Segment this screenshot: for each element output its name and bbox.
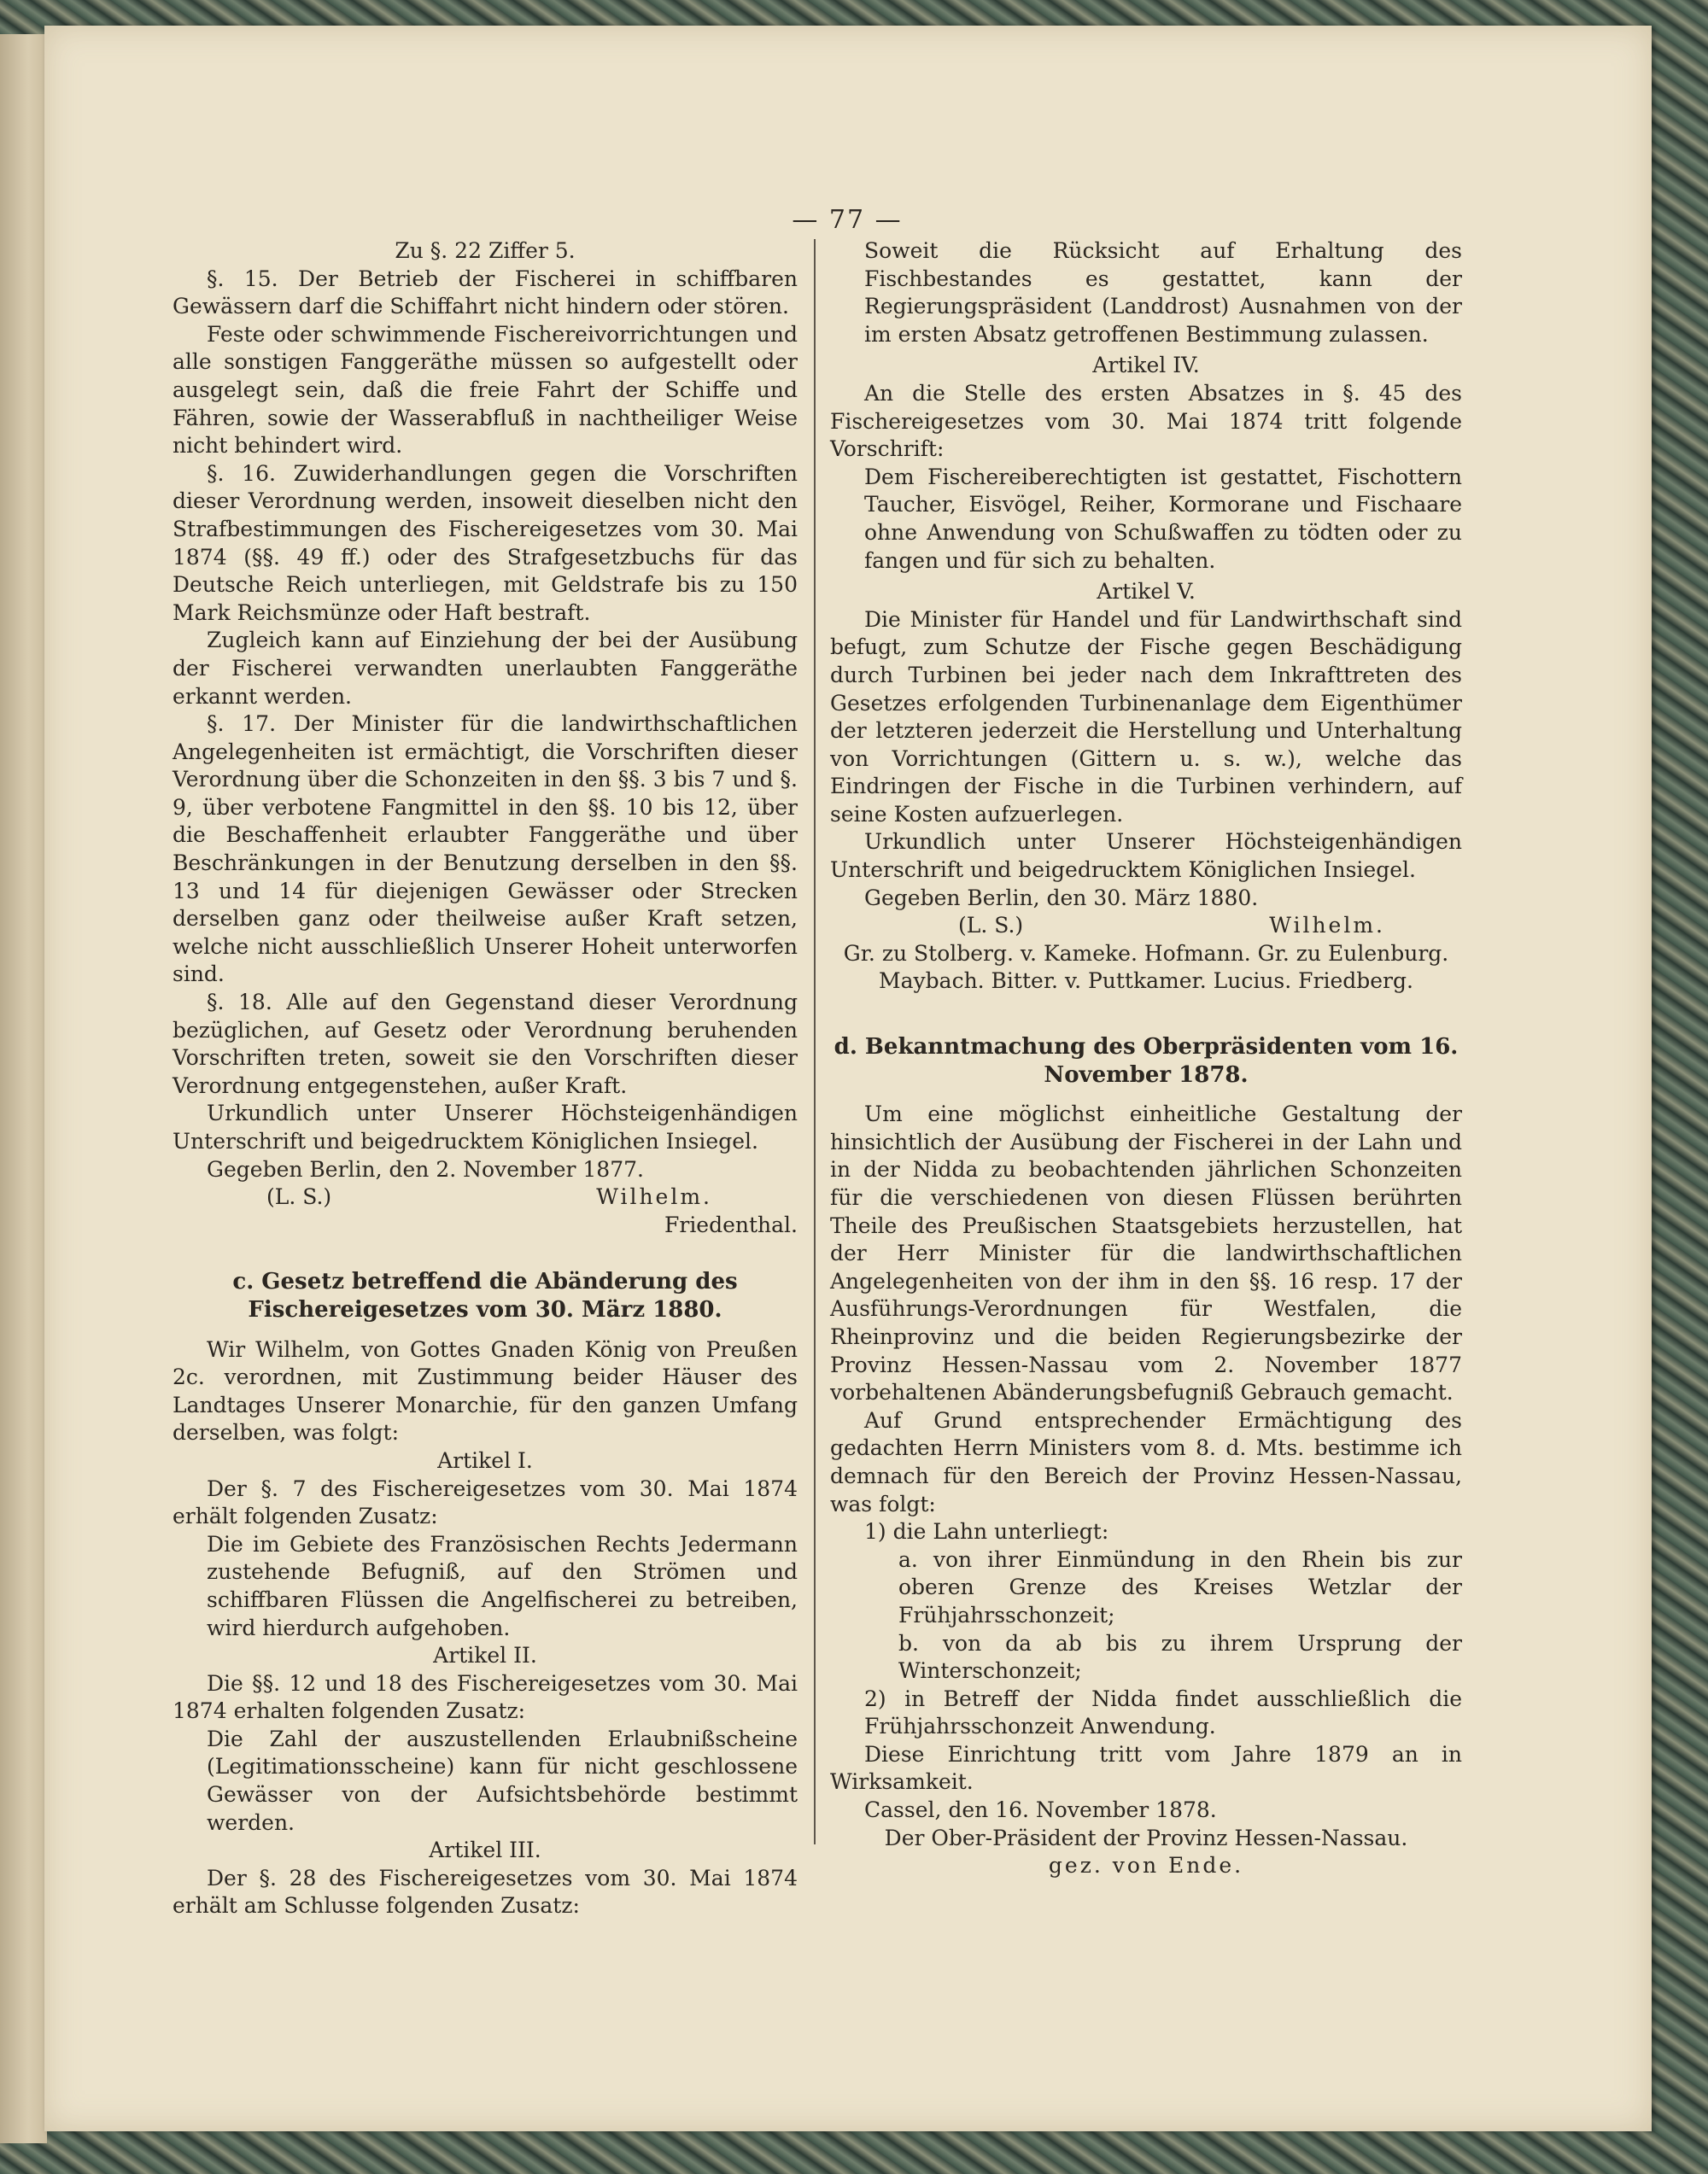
list-item-1a: a. von ihrer Einmündung in den Rhein bis zur oberen Grenze des Kreises Wetzlar der Frühjahrsschonzeit; xyxy=(898,1546,1462,1628)
section-title-zu: Zu §. 22 Ziffer 5. xyxy=(395,238,576,263)
article-2-text: Die §§. 12 und 18 des Fischereigesetzes vom 30. Mai 1874 erhalten folgenden Zusatz: xyxy=(173,1670,798,1724)
article-3-title: Artikel III. xyxy=(429,1838,541,1863)
paragraph-16b: Zugleich kann auf Einziehung der bei der Ausübung der Fischerei verwandten unerlaubten Fanggeräthe erkannt werden. xyxy=(173,628,798,709)
paragraph-diese: Diese Einrichtung tritt vom Jahre 1879 an in Wirksamkeit. xyxy=(830,1741,1462,1795)
heading-c: c. Gesetz betreffend die Abänderung des Fischereigesetzes vom 30. März 1880. xyxy=(232,1269,738,1323)
right-column xyxy=(830,237,1462,1880)
ministers-line-2: Maybach. Bitter. v. Puttkamer. Lucius. Friedberg. xyxy=(879,968,1413,994)
list-item-1b: b. von da ab bis zu ihrem Ursprung der Winterschonzeit; xyxy=(898,1630,1462,1684)
article-1-text: Der §. 7 des Fischereigesetzes vom 30. Mai 1874 erhält folgenden Zusatz: xyxy=(173,1476,798,1529)
urkundlich-text-2: Urkundlich unter Unserer Höchsteigenhändigen Unterschrift und beigedrucktem Königlichen Insiegel. xyxy=(830,829,1462,883)
signature-line xyxy=(173,1183,798,1212)
article-5-text: Die Minister für Handel und für Landwirthschaft sind befugt, zum Schutze der Fische gegen Beschädigung durch Turbinen bei jeder nach dem Inkrafttreten des Gesetzes erfolgenden Turbinenanlage dem Eigenthümer der letzteren jederzeit die Herstellung und Unterhaltung von Vorrichtungen (Gittern u. s. w.), welche das Eindringen der Fische in die Turbinen verhindern, auf seine Kosten aufzuerlegen. xyxy=(830,606,1462,827)
article-3-quote: Soweit die Rücksicht auf Erhaltung des Fischbestandes es gestattet, kann der Regierungspräsident (Landdrost) Ausnahmen von der im ersten Absatz getroffenen Bestimmung zulassen. xyxy=(864,238,1462,347)
left-column xyxy=(173,237,798,1920)
article-3-text: Der §. 28 des Fischereigesetzes vom 30. Mai 1874 erhält am Schlusse folgenden Zusatz: xyxy=(173,1865,798,1919)
paragraph-grund: Auf Grund entsprechender Ermächtigung des gedachten Herrn Ministers vom 8. d. Mts. bestimme ich demnach für den Bereich der Provinz Hessen-Nassau, was folgt: xyxy=(830,1407,1462,1517)
signature-line-2 xyxy=(830,912,1462,940)
signature-wilhelm: Wilhelm. xyxy=(596,1184,712,1210)
signature-oberpraesident: Der Ober-Präsident der Provinz Hessen-Nassau. xyxy=(884,1825,1408,1850)
page-number: — 77 — xyxy=(792,205,903,235)
signature-wilhelm-2: Wilhelm. xyxy=(1269,913,1385,938)
paragraph-15: §. 15. Der Betrieb der Fischerei in schiffbaren Gewässern darf die Schiffahrt nicht hindern oder stören. xyxy=(173,266,798,319)
paragraph-17: §. 17. Der Minister für die landwirthschaftlichen Angelegenheiten ist ermächtigt, die Vorschriften dieser Verordnung über die Schonzeiten in den §§. 3 bis 7 und §. 9, über verbotene Fangmittel in den §§. 10 bis 12, über die Beschaffenheit erlaubter Fanggeräthe und über Beschränkungen in der Benutzung derselben in den §§. 13 und 14 für diejenigen Gewässer oder Strecken derselben ganz oder theilweise außer Kraft setzen, welche nicht ausschließlich Unserer Hoheit unterworfen sind. xyxy=(173,711,798,987)
article-2-title: Artikel II. xyxy=(433,1643,537,1668)
paragraph-15b: Feste oder schwimmende Fischereivorrichtungen und alle sonstigen Fanggeräthe müssen so aufgestellt oder ausgelegt sein, daß die freie Fahrt der Schiffe und Fähren, sowie der Wasserabfluß in nachtheiliger Weise nicht behindert wird. xyxy=(173,321,798,459)
paragraph-18: §. 18. Alle auf den Gegenstand dieser Verordnung bezüglichen, auf Gesetz oder Verordnung beruhenden Vorschriften treten, soweit sie den Vorschriften dieser Verordnung entgegenstehen, außer Kraft. xyxy=(173,990,798,1098)
article-1-quote: Die im Gebiete des Französischen Rechts Jedermann zustehende Befugniß, auf den Strömen und schiffbaren Flüssen die Angelfischerei zu betreiben, wird hierdurch aufgehoben. xyxy=(207,1531,798,1640)
signature-friedenthal: Friedenthal. xyxy=(664,1212,798,1237)
article-2-quote: Die Zahl der auszustellenden Erlaubnißscheine (Legitimationsscheine) kann für nicht geschlossene Gewässer von der Aufsichtsbehörde bestimmt werden. xyxy=(207,1726,798,1835)
given-date: Gegeben Berlin, den 2. November 1877. xyxy=(207,1156,644,1182)
ministers-line-1: Gr. zu Stolberg. v. Kameke. Hofmann. Gr. zu Eulenburg. xyxy=(843,940,1449,966)
place-date-cassel: Cassel, den 16. November 1878. xyxy=(864,1797,1217,1823)
article-4-quote: Dem Fischereiberechtigten ist gestattet, Fischottern Taucher, Eisvögel, Reiher, Kormorane und Fischaare ohne Anwendung von Schußwaffen zu tödten oder zu fangen und für sich zu behalten. xyxy=(864,464,1462,573)
paragraph-wir: Wir Wilhelm, von Gottes Gnaden König von Preußen 2c. verordnen, mit Zustimmung beider Häuser des Landtages Unserer Monarchie, für den ganzen Umfang derselben, was folgt: xyxy=(173,1336,798,1446)
article-4-text: An die Stelle des ersten Absatzes in §. 45 des Fischereigesetzes vom 30. Mai 1874 tritt folgende Vorschrift: xyxy=(830,380,1462,462)
column-divider xyxy=(814,239,816,1844)
article-1-title: Artikel I. xyxy=(437,1447,533,1473)
seal-ls-2: (L. S.) xyxy=(958,913,1024,938)
signature-gez: gez. von Ende. xyxy=(1048,1853,1244,1879)
heading-d: d. Bekanntmachung des Oberpräsidenten vom 16. November 1878. xyxy=(834,1034,1459,1088)
seal-ls: (L. S.) xyxy=(266,1184,332,1210)
article-4-title: Artikel IV. xyxy=(1092,353,1200,378)
paragraph-16: §. 16. Zuwiderhandlungen gegen die Vorschriften dieser Verordnung werden, insoweit dieselben nicht den Strafbestimmungen des Fischereigesetzes vom 30. Mai 1874 (§§. 49 ff.) oder des Strafgesetzbuchs für das Deutsche Reich unterliegen, mit Geldstrafe bis zu 150 Mark Reichsmünze oder Haft bestraft. xyxy=(173,460,798,625)
list-item-1: 1) die Lahn unterliegt: xyxy=(864,1519,1109,1545)
previous-page-edge xyxy=(0,34,47,2143)
given-date-2: Gegeben Berlin, den 30. März 1880. xyxy=(864,885,1259,910)
paragraph-intro: Um eine möglichst einheitliche Gestaltung der hinsichtlich der Ausübung der Fischerei in der Lahn und in der Nidda zu beobachtenden jährlichen Schonzeiten für die verschiedenen von diesen Flüssen berührten Theile des Preußischen Staatsgebiets herzustellen, hat der Herr Minister für die landwirthschaftlichen Angelegenheiten von der ihm in den §§. 16 resp. 17 der Ausführungs-Verordnungen für Westfalen, die Rheinprovinz und die beiden Regierungsbezirke der Provinz Hessen-Nassau vom 2. November 1877 vorbehaltenen Abänderungsbefugniß Gebrauch gemacht. xyxy=(830,1102,1462,1406)
article-5-title: Artikel V. xyxy=(1097,579,1196,605)
list-item-2: 2) in Betreff der Nidda findet ausschließlich die Frühjahrsschonzeit Anwendung. xyxy=(864,1686,1462,1739)
urkundlich-text: Urkundlich unter Unserer Höchsteigenhändigen Unterschrift und beigedrucktem Königlichen Insiegel. xyxy=(173,1101,798,1154)
